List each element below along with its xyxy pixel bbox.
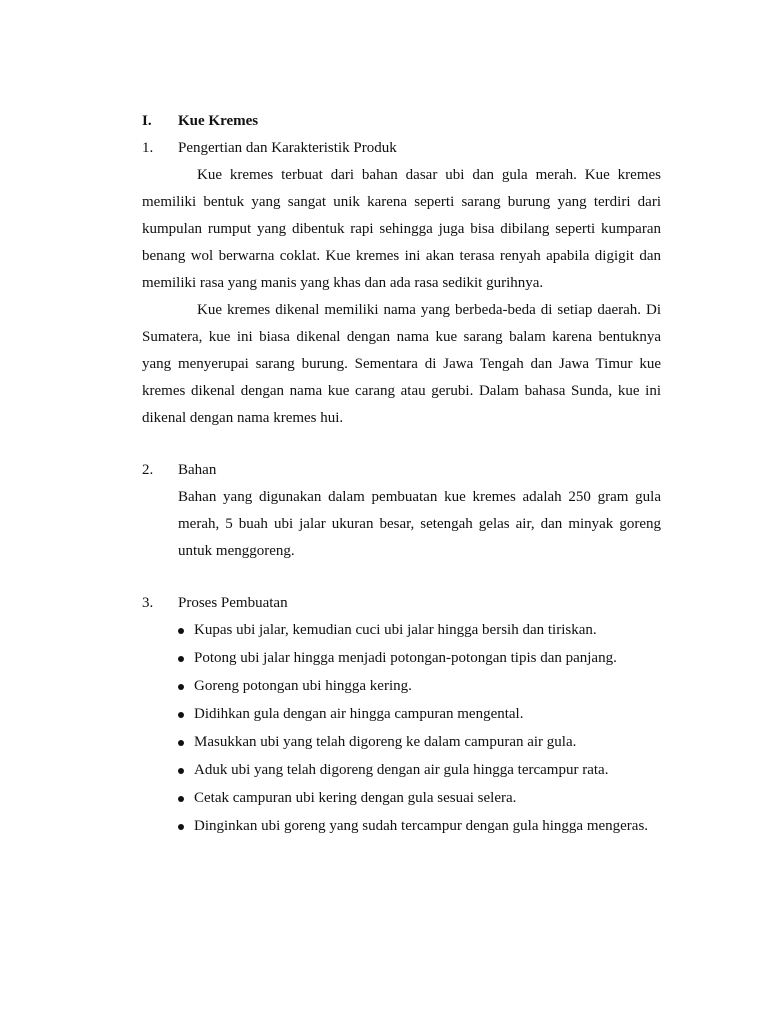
- step-text: Potong ubi jalar hingga menjadi potongan-potongan tipis dan panjang.: [194, 650, 617, 666]
- subsection-title: Proses Pembuatan: [178, 595, 288, 611]
- step-text: Dinginkan ubi goreng yang sudah tercampur dengan gula hingga mengeras.: [194, 818, 649, 834]
- section-number: I.: [142, 113, 152, 129]
- spacer: [142, 565, 661, 590]
- bullet-icon: [178, 712, 184, 718]
- bullet-icon: [178, 796, 184, 802]
- list-item: [178, 785, 661, 813]
- step-text: Kupas ubi jalar, kemudian cuci ubi jalar hingga bersih dan tiriskan.: [194, 622, 597, 638]
- ingredients-paragraph: Bahan yang digunakan dalam pembuatan kue kremes adalah 250 gram gula merah, 5 buah ubi jalar ukuran besar, setengah gelas air, dan minyak goreng untuk menggoreng.: [178, 489, 661, 559]
- bullet-icon: [178, 628, 184, 634]
- subsection-number: 2.: [142, 462, 154, 478]
- list-item: [178, 701, 661, 729]
- list-item: [178, 645, 661, 673]
- subsection-heading-process: [142, 590, 661, 617]
- step-text: Aduk ubi yang telah digoreng dengan air gula hingga tercampur rata.: [194, 762, 609, 778]
- section-title: Kue Kremes: [178, 113, 259, 129]
- list-item: [178, 757, 661, 785]
- document-body: [142, 108, 661, 841]
- spacer: [142, 432, 661, 457]
- definition-paragraph-1: Kue kremes terbuat dari bahan dasar ubi dan gula merah. Kue kremes memiliki bentuk yang sangat unik karena seperti sarang burung yang terdiri dari kumpulan rumput yang dibentuk rapi sehingga juga bisa dibilang seperti kumparan benang wol berwarna coklat. Kue kremes ini akan terasa renyah apabila digigit dan memiliki rasa yang manis yang khas dan ada rasa sedikit gurihnya.: [142, 167, 661, 291]
- step-text: Masukkan ubi yang telah digoreng ke dalam campuran air gula.: [194, 734, 577, 750]
- subsection-number: 1.: [142, 140, 154, 156]
- list-item: [178, 673, 661, 701]
- definition-paragraph-2: Kue kremes dikenal memiliki nama yang berbeda-beda di setiap daerah. Di Sumatera, kue ini biasa dikenal dengan nama kue sarang balam karena bentuknya yang menyerupai sarang burung. Sementara di Jawa Tengah dan Jawa Timur kue kremes dikenal dengan nama kue carang atau gerubi. Dalam bahasa Sunda, kue ini dikenal dengan nama kremes hui.: [142, 302, 661, 426]
- list-item: [178, 617, 661, 645]
- list-item: [178, 813, 661, 841]
- subsection-title: Pengertian dan Karakteristik Produk: [178, 140, 397, 156]
- step-text: Goreng potongan ubi hingga kering.: [194, 678, 412, 694]
- bullet-icon: [178, 768, 184, 774]
- section-heading: [142, 108, 661, 135]
- bullet-icon: [178, 824, 184, 830]
- subsection-heading-ingredients: [142, 457, 661, 484]
- list-item: [178, 729, 661, 757]
- bullet-icon: [178, 656, 184, 662]
- subsection-heading-definition: [142, 135, 661, 162]
- process-steps-list: [142, 617, 661, 841]
- step-text: Didihkan gula dengan air hingga campuran mengental.: [194, 706, 524, 722]
- bullet-icon: [178, 684, 184, 690]
- subsection-number: 3.: [142, 595, 154, 611]
- bullet-icon: [178, 740, 184, 746]
- step-text: Cetak campuran ubi kering dengan gula sesuai selera.: [194, 790, 517, 806]
- subsection-title: Bahan: [178, 462, 217, 478]
